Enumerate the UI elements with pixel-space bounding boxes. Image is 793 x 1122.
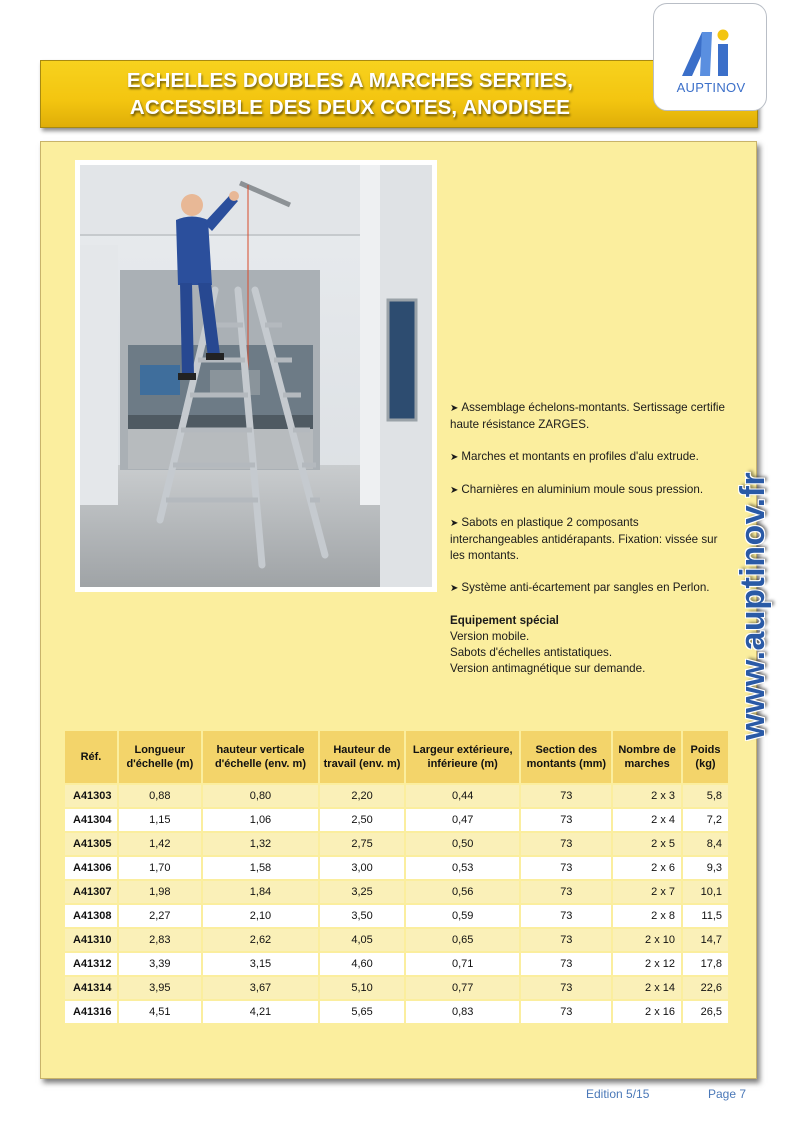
table-row: [64, 856, 729, 880]
table-cell: 1,70: [118, 856, 202, 880]
table-body: [64, 784, 729, 1024]
reference-cell: A41316: [64, 1000, 118, 1024]
table-cell: 5,65: [319, 1000, 405, 1024]
table-cell: 3,15: [202, 952, 319, 976]
website-link[interactable]: www.auptinov.fr: [734, 471, 772, 740]
table-cell: 73: [520, 952, 612, 976]
table-cell: 4,21: [202, 1000, 319, 1024]
table-cell: 73: [520, 1000, 612, 1024]
table-cell: 2,75: [319, 832, 405, 856]
table-row: [64, 832, 729, 856]
table-cell: 4,60: [319, 952, 405, 976]
feature-item: [450, 580, 730, 597]
table-row: [64, 976, 729, 1000]
arrow-bullet-icon: ➤: [450, 452, 459, 463]
feature-item: [450, 449, 730, 466]
column-header: Section des montants (mm): [520, 730, 612, 784]
logo-mark-icon: [676, 24, 746, 82]
reference-cell: A41312: [64, 952, 118, 976]
table-row: [64, 928, 729, 952]
table-row: [64, 952, 729, 976]
table-cell: 8,4: [682, 832, 729, 856]
table-cell: 73: [520, 880, 612, 904]
table-cell: 2 x 3: [612, 784, 682, 808]
table-cell: 0,56: [405, 880, 521, 904]
reference-cell: A41305: [64, 832, 118, 856]
table-cell: 2 x 6: [612, 856, 682, 880]
special-equipment-line: Sabots d'échelles antistatiques.: [450, 646, 613, 659]
column-header: Largeur extérieure, inférieure (m): [405, 730, 521, 784]
table-cell: 2 x 7: [612, 880, 682, 904]
table-cell: 73: [520, 928, 612, 952]
arrow-bullet-icon: ➤: [450, 485, 459, 496]
arrow-bullet-icon: ➤: [450, 583, 459, 594]
table-cell: 2,10: [202, 904, 319, 928]
table-cell: 0,53: [405, 856, 521, 880]
table-cell: 9,3: [682, 856, 729, 880]
table-cell: 2,83: [118, 928, 202, 952]
table-cell: 0,80: [202, 784, 319, 808]
table-cell: 0,59: [405, 904, 521, 928]
auptinov-logo[interactable]: [653, 3, 767, 111]
special-equipment: [450, 613, 730, 677]
column-header: Longueur d'échelle (m): [118, 730, 202, 784]
feature-list: [450, 400, 730, 677]
table-cell: 0,83: [405, 1000, 521, 1024]
page-title-line-1: ECHELLES DOUBLES A MARCHES SERTIES,: [126, 69, 574, 92]
reference-cell: A41303: [64, 784, 118, 808]
column-header: Hauteur de travail (env. m): [319, 730, 405, 784]
feature-item: [450, 515, 730, 564]
table-cell: 73: [520, 976, 612, 1000]
logo-text: AUPTINOV: [676, 80, 746, 95]
page-number: Page 7: [708, 1087, 747, 1101]
feature-item: [450, 400, 730, 433]
column-header: hauteur verticale d'échelle (env. m): [202, 730, 319, 784]
table-cell: 2,62: [202, 928, 319, 952]
reference-cell: A41307: [64, 880, 118, 904]
table-cell: 26,5: [682, 1000, 729, 1024]
table-cell: 73: [520, 808, 612, 832]
edition-label: Edition 5/15: [586, 1087, 650, 1101]
table-cell: 5,10: [319, 976, 405, 1000]
table-row: [64, 784, 729, 808]
reference-cell: A41304: [64, 808, 118, 832]
special-equipment-title: Equipement spécial: [450, 614, 559, 627]
feature-text: Assemblage échelons-montants. Sertissage certifie haute résistance ZARGES.: [450, 401, 725, 431]
table-cell: 2 x 5: [612, 832, 682, 856]
reference-cell: A41314: [64, 976, 118, 1000]
column-header: Réf.: [64, 730, 118, 784]
page-title-line-2: ACCESSIBLE DES DEUX COTES, ANODISEE: [129, 96, 571, 119]
column-header: Nombre de marches: [612, 730, 682, 784]
table-cell: 11,5: [682, 904, 729, 928]
table-cell: 14,7: [682, 928, 729, 952]
table-cell: 2,50: [319, 808, 405, 832]
feature-text: Charnières en aluminium moule sous pression.: [461, 483, 704, 496]
table-cell: 73: [520, 832, 612, 856]
table-cell: 1,06: [202, 808, 319, 832]
special-equipment-line: Version antimagnétique sur demande.: [450, 662, 646, 675]
table-row: [64, 880, 729, 904]
table-cell: 4,05: [319, 928, 405, 952]
reference-cell: A41306: [64, 856, 118, 880]
worker-on-double-ladder-photo: [80, 165, 432, 587]
table-cell: 1,84: [202, 880, 319, 904]
table-cell: 1,58: [202, 856, 319, 880]
table-cell: 2 x 14: [612, 976, 682, 1000]
table-row: [64, 1000, 729, 1024]
feature-text: Système anti-écartement par sangles en Perlon.: [461, 581, 710, 594]
table-row: [64, 904, 729, 928]
table-cell: 7,2: [682, 808, 729, 832]
column-header: Poids (kg): [682, 730, 729, 784]
table-cell: 2 x 16: [612, 1000, 682, 1024]
table-cell: 0,71: [405, 952, 521, 976]
table-cell: 0,44: [405, 784, 521, 808]
reference-cell: A41308: [64, 904, 118, 928]
table-cell: 17,8: [682, 952, 729, 976]
table-cell: 2 x 12: [612, 952, 682, 976]
table-cell: 3,39: [118, 952, 202, 976]
table-cell: 1,98: [118, 880, 202, 904]
table-cell: 3,25: [319, 880, 405, 904]
table-row: [64, 808, 729, 832]
table-cell: 0,77: [405, 976, 521, 1000]
table-header-row: [64, 730, 729, 784]
product-photo: [75, 160, 437, 592]
table-cell: 73: [520, 784, 612, 808]
table-cell: 2 x 10: [612, 928, 682, 952]
reference-cell: A41310: [64, 928, 118, 952]
table-cell: 3,95: [118, 976, 202, 1000]
table-cell: 1,32: [202, 832, 319, 856]
table-cell: 5,8: [682, 784, 729, 808]
table-cell: 3,50: [319, 904, 405, 928]
table-cell: 1,42: [118, 832, 202, 856]
table-cell: 2,27: [118, 904, 202, 928]
table-cell: 2,20: [319, 784, 405, 808]
feature-item: [450, 482, 730, 499]
page-title: [40, 67, 660, 121]
table-cell: 3,67: [202, 976, 319, 1000]
table-cell: 4,51: [118, 1000, 202, 1024]
special-equipment-line: Version mobile.: [450, 630, 530, 643]
arrow-bullet-icon: ➤: [450, 403, 459, 414]
table-cell: 10,1: [682, 880, 729, 904]
feature-text: Marches et montants en profiles d'alu extrude.: [461, 450, 699, 463]
table-cell: 0,50: [405, 832, 521, 856]
table-cell: 0,88: [118, 784, 202, 808]
table-cell: 2 x 8: [612, 904, 682, 928]
spec-table: [63, 729, 730, 1025]
table-cell: 73: [520, 904, 612, 928]
table-cell: 0,65: [405, 928, 521, 952]
table-cell: 1,15: [118, 808, 202, 832]
table-cell: 0,47: [405, 808, 521, 832]
arrow-bullet-icon: ➤: [450, 518, 459, 529]
table-cell: 22,6: [682, 976, 729, 1000]
feature-text: Sabots en plastique 2 composants interchangeables antidérapants. Fixation: vissée sur les montants.: [450, 516, 718, 562]
table-cell: 2 x 4: [612, 808, 682, 832]
table-cell: 3,00: [319, 856, 405, 880]
table-cell: 73: [520, 856, 612, 880]
